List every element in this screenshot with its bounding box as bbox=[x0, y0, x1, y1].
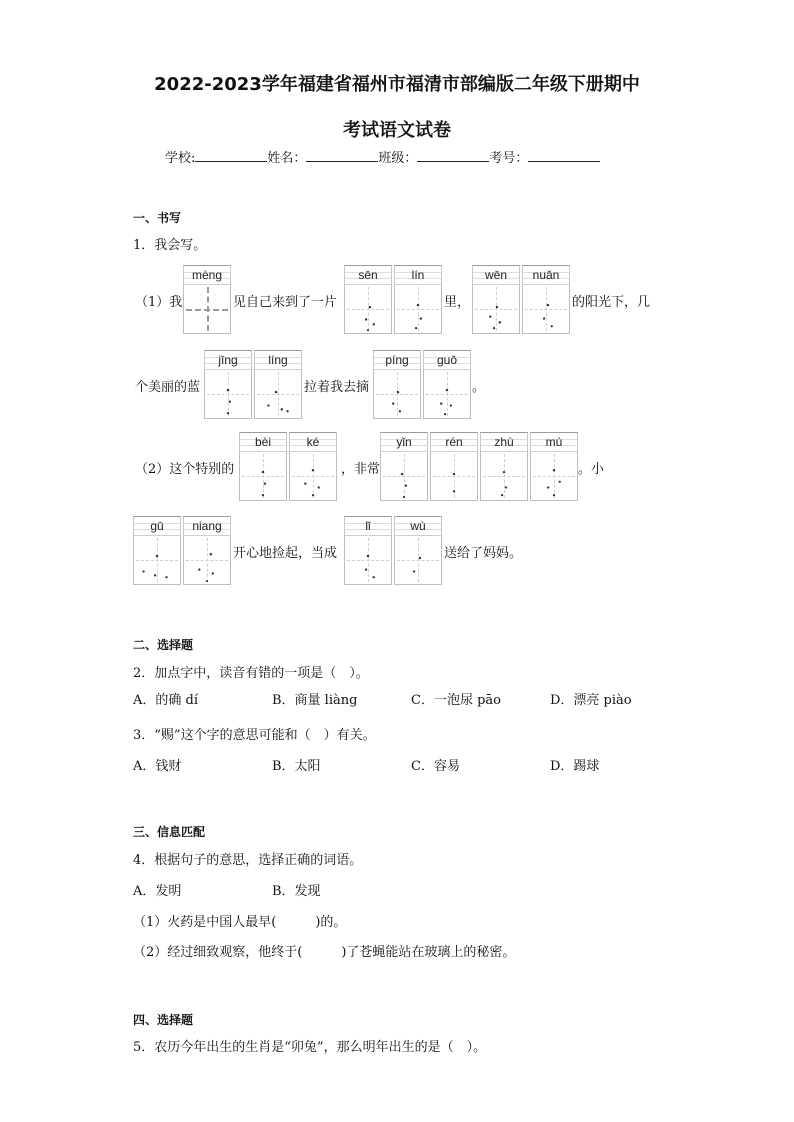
question-5-stem: 5．农历今年出生的生肖是“卯兔”，那么明年出生的是（ ）。 bbox=[133, 1040, 487, 1055]
name-blank[interactable] bbox=[306, 147, 378, 162]
name-label: 姓名： bbox=[267, 151, 307, 166]
pinyin-grid-pingguo bbox=[373, 350, 471, 419]
pinyin-grid-meng bbox=[183, 265, 231, 334]
q2-option-a[interactable]: A．的确 dí bbox=[133, 693, 199, 708]
writing-box[interactable] bbox=[394, 535, 442, 585]
pinyin-label: zhù bbox=[480, 432, 528, 451]
pinyin-grid-beike bbox=[239, 432, 337, 501]
class-blank[interactable] bbox=[417, 147, 489, 162]
pinyin-label: líng bbox=[254, 350, 302, 369]
writing-box[interactable] bbox=[344, 284, 392, 334]
pinyin-grid-liwu bbox=[344, 516, 442, 585]
class-label: 班级： bbox=[378, 151, 418, 166]
question-3-stem: 3．“赐”这个字的意思可能和（ ）有关。 bbox=[133, 728, 376, 743]
writing-box[interactable] bbox=[423, 369, 471, 419]
writing-box[interactable] bbox=[394, 284, 442, 334]
writing-box[interactable] bbox=[254, 369, 302, 419]
writing-box[interactable] bbox=[344, 535, 392, 585]
pinyin-label: bèi bbox=[239, 432, 287, 451]
q2-option-c[interactable]: C．一泡尿 pāo bbox=[411, 693, 501, 708]
pinyin-label: yǐn bbox=[380, 432, 428, 451]
writing-box[interactable] bbox=[472, 284, 520, 334]
pinyin-label: lǐ bbox=[344, 516, 392, 535]
pinyin-grid-wennuan bbox=[472, 265, 570, 334]
writing-box[interactable] bbox=[133, 535, 181, 585]
exam-title-line2: 考试语文试卷 bbox=[343, 120, 451, 141]
pinyin-label: nuǎn bbox=[522, 265, 570, 284]
writing-box[interactable] bbox=[183, 284, 231, 334]
pinyin-label: jīng bbox=[204, 350, 252, 369]
section-2-heading: 二、选择题 bbox=[133, 638, 194, 652]
pinyin-label: sēn bbox=[344, 265, 392, 284]
q2-option-b[interactable]: B．商量 liàng bbox=[272, 693, 358, 708]
q3-option-a[interactable]: A．钱财 bbox=[133, 759, 182, 774]
q1-line2-text-b: 拉着我去摘 bbox=[304, 380, 370, 395]
pinyin-label: guǒ bbox=[423, 350, 471, 369]
q1-line3-text-b: ，非常 bbox=[341, 462, 381, 477]
writing-box[interactable] bbox=[430, 451, 478, 501]
writing-box[interactable] bbox=[373, 369, 421, 419]
question-4-stem: 4．根据句子的意思，选择正确的词语。 bbox=[133, 853, 363, 868]
q3-option-b[interactable]: B．太阳 bbox=[272, 759, 321, 774]
section-4-heading: 四、选择题 bbox=[133, 1013, 194, 1027]
exam-title-line1: 2022-2023学年福建省福州市福清市部编版二年级下册期中 bbox=[154, 74, 640, 95]
pinyin-label: gū bbox=[133, 516, 181, 535]
writing-box[interactable] bbox=[380, 451, 428, 501]
q2-option-d[interactable]: D．漂亮 piào bbox=[550, 693, 632, 708]
writing-box[interactable] bbox=[183, 535, 231, 585]
writing-box[interactable] bbox=[239, 451, 287, 501]
question-1-stem: 1．我会写。 bbox=[133, 238, 207, 253]
pinyin-label: píng bbox=[373, 350, 421, 369]
number-blank[interactable] bbox=[528, 147, 600, 162]
q1-line1-text-a: （1）我 bbox=[135, 295, 183, 310]
pinyin-label: ké bbox=[289, 432, 337, 451]
pinyin-grid-senlin bbox=[344, 265, 442, 334]
pinyin-grid-jingling bbox=[204, 350, 302, 419]
pinyin-label: rén bbox=[430, 432, 478, 451]
q1-line3-text-a: （2）这个特别的 bbox=[135, 462, 235, 477]
writing-box[interactable] bbox=[530, 451, 578, 501]
q1-line2-text-c: 。 bbox=[472, 380, 486, 395]
pinyin-label: mèng bbox=[183, 265, 231, 284]
q1-line1-text-c: 里， bbox=[444, 295, 471, 310]
q3-option-d[interactable]: D．踢球 bbox=[550, 759, 600, 774]
q1-line1-text-b: 见自己来到了一片 bbox=[233, 295, 338, 310]
q4-option-b[interactable]: B．发现 bbox=[272, 884, 321, 899]
q4-sentence-2: （2）经过细致观察，他终于( )了苍蝇能站在玻璃上的秘密。 bbox=[133, 945, 516, 960]
writing-box[interactable] bbox=[522, 284, 570, 334]
student-info-line bbox=[165, 147, 600, 166]
q1-line3-text-c: 。小 bbox=[578, 462, 605, 477]
pinyin-label: lín bbox=[394, 265, 442, 284]
q1-line4-text-a: 开心地捡起，当成 bbox=[233, 546, 338, 561]
q3-option-c[interactable]: C．容易 bbox=[411, 759, 460, 774]
section-1-heading: 一、书写 bbox=[133, 211, 182, 225]
q4-option-a[interactable]: A．发明 bbox=[133, 884, 182, 899]
q1-line4-text-b: 送给了妈妈。 bbox=[444, 546, 523, 561]
pinyin-label: mù bbox=[530, 432, 578, 451]
pinyin-label: wù bbox=[394, 516, 442, 535]
pinyin-grid-guniang bbox=[133, 516, 231, 585]
q4-sentence-1: （1）火药是中国人最早( )的。 bbox=[133, 915, 347, 930]
school-blank[interactable] bbox=[195, 147, 267, 162]
pinyin-label: niang bbox=[183, 516, 231, 535]
q1-line1-text-d: 的阳光下，几 bbox=[572, 295, 651, 310]
pinyin-label: wēn bbox=[472, 265, 520, 284]
school-label: 学校: bbox=[165, 151, 196, 166]
pinyin-grid-yinrenzhumu bbox=[380, 432, 578, 501]
writing-box[interactable] bbox=[480, 451, 528, 501]
section-3-heading: 三、信息匹配 bbox=[133, 825, 206, 839]
writing-box[interactable] bbox=[289, 451, 337, 501]
writing-box[interactable] bbox=[204, 369, 252, 419]
number-label: 考号： bbox=[489, 151, 529, 166]
question-2-stem: 2．加点字中，读音有错的一项是（ ）。 bbox=[133, 666, 369, 681]
q1-line2-text-a: 个美丽的蓝 bbox=[135, 380, 201, 395]
